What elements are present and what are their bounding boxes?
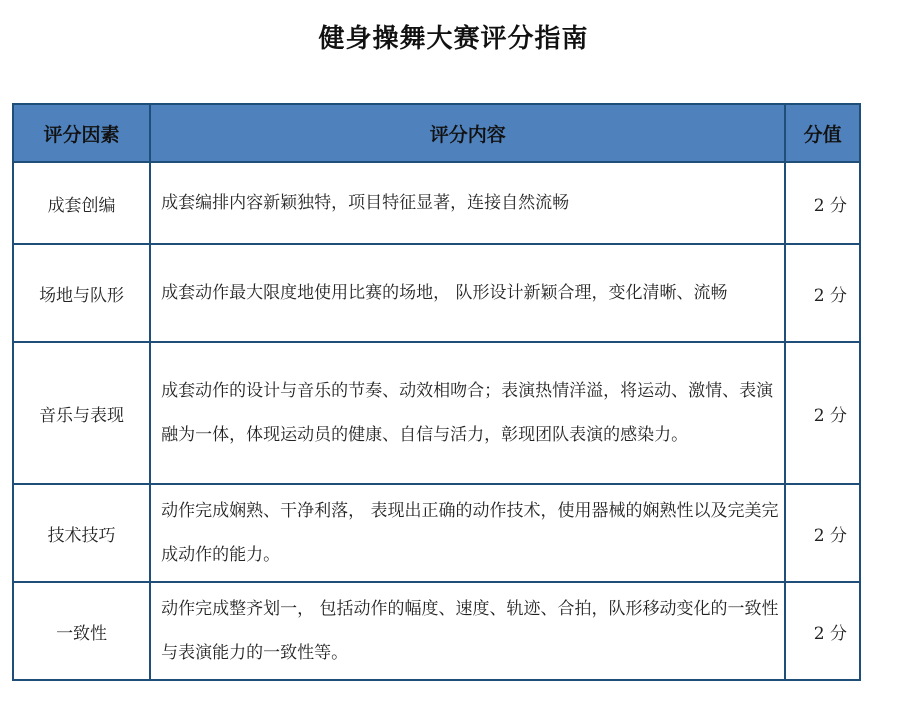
table-row: [13, 162, 860, 244]
score-cell: 2 分: [785, 342, 860, 484]
content-cell: 动作完成娴熟、干净利落， 表现出正确的动作技术，使用器械的娴熟性以及完美完成动作的能力。: [150, 484, 785, 582]
table-row: [13, 244, 860, 342]
score-cell: 2 分: [785, 244, 860, 342]
page-title: 健身操舞大赛评分指南: [318, 24, 589, 54]
header-content: 评分内容: [150, 104, 785, 162]
table-row: [13, 342, 860, 484]
table-header-row: [13, 104, 860, 162]
content-cell: 成套动作的设计与音乐的节奏、动效相吻合；表演热情洋溢，将运动、激情、表演融为一体，体现运动员的健康、自信与活力，彰现团队表演的感染力。: [150, 342, 785, 484]
score-cell: 2 分: [785, 582, 860, 680]
content-cell: 成套动作最大限度地使用比赛的场地， 队形设计新颖合理，变化清晰、流畅: [150, 244, 785, 342]
content-cell: 成套编排内容新颖独特，项目特征显著，连接自然流畅: [150, 162, 785, 244]
header-score: 分值: [785, 104, 860, 162]
score-cell: 2 分: [785, 484, 860, 582]
factor-cell: 一致性: [13, 582, 150, 680]
header-factor: 评分因素: [13, 104, 150, 162]
factor-cell: 成套创编: [13, 162, 150, 244]
factor-cell: 音乐与表现: [13, 342, 150, 484]
table-row: [13, 582, 860, 680]
factor-cell: 技术技巧: [13, 484, 150, 582]
score-cell: 2 分: [785, 162, 860, 244]
factor-cell: 场地与队形: [13, 244, 150, 342]
content-cell: 动作完成整齐划一， 包括动作的幅度、速度、轨迹、合拍，队形移动变化的一致性与表演能力的一致性等。: [150, 582, 785, 680]
table-row: [13, 484, 860, 582]
scoring-table: [12, 103, 861, 681]
